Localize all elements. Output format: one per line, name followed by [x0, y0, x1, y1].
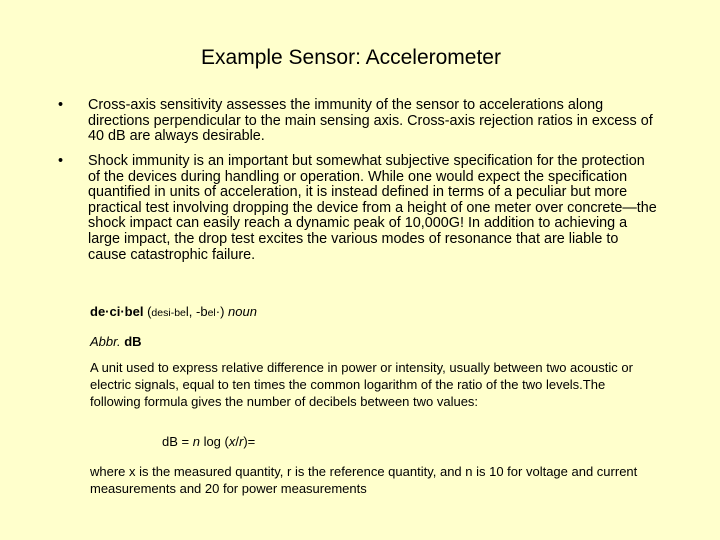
slide-title: Example Sensor: Accelerometer	[201, 46, 501, 69]
definition-text: A unit used to express relative difference in power or intensity, usually between two acoustic or electric signals, equal to ten times the common logarithm of the ratio of the two levels.The following formula gives the number of decibels between two values:	[90, 360, 633, 409]
bullet-text: Cross-axis sensitivity assesses the immunity of the sensor to accelerations along directions perpendicular to the main sensing axis. Cross-axis rejection ratios in excess of 40 dB are always desirable.	[88, 97, 653, 145]
abbr-value: dB	[124, 334, 142, 349]
abbreviation-line	[90, 333, 650, 350]
abbr-label: Abbr.	[90, 334, 121, 349]
decibel-formula: dB = n log (x/r)=	[162, 434, 256, 449]
bullet-symbol: •	[58, 97, 64, 113]
definition-headword-line	[90, 303, 650, 322]
formula-explanation: where x is the measured quantity, r is the reference quantity, and n is 10 for voltage and current measurements and 20 for power measurements	[90, 464, 638, 496]
pronunciation: (desi-bel, -bel·)	[143, 304, 225, 319]
headword: de·ci·bel	[90, 304, 144, 319]
bullet-symbol: •	[58, 153, 64, 169]
part-of-speech: noun	[228, 304, 257, 319]
bullet-text: Shock immunity is an important but somewhat subjective specification for the protection of the devices during handling or operation. While one would expect the specification quantified in units of acceleration, it is instead defined in terms of a peculiar but more practical test involving dropping the device from a height of one meter over concrete—the shock impact can easily reach a dynamic peak of 10,000G! In addition to achieving a large impact, the drop test excites the various modes of resonance that are liable to cause catastrophic failure.	[88, 153, 657, 263]
